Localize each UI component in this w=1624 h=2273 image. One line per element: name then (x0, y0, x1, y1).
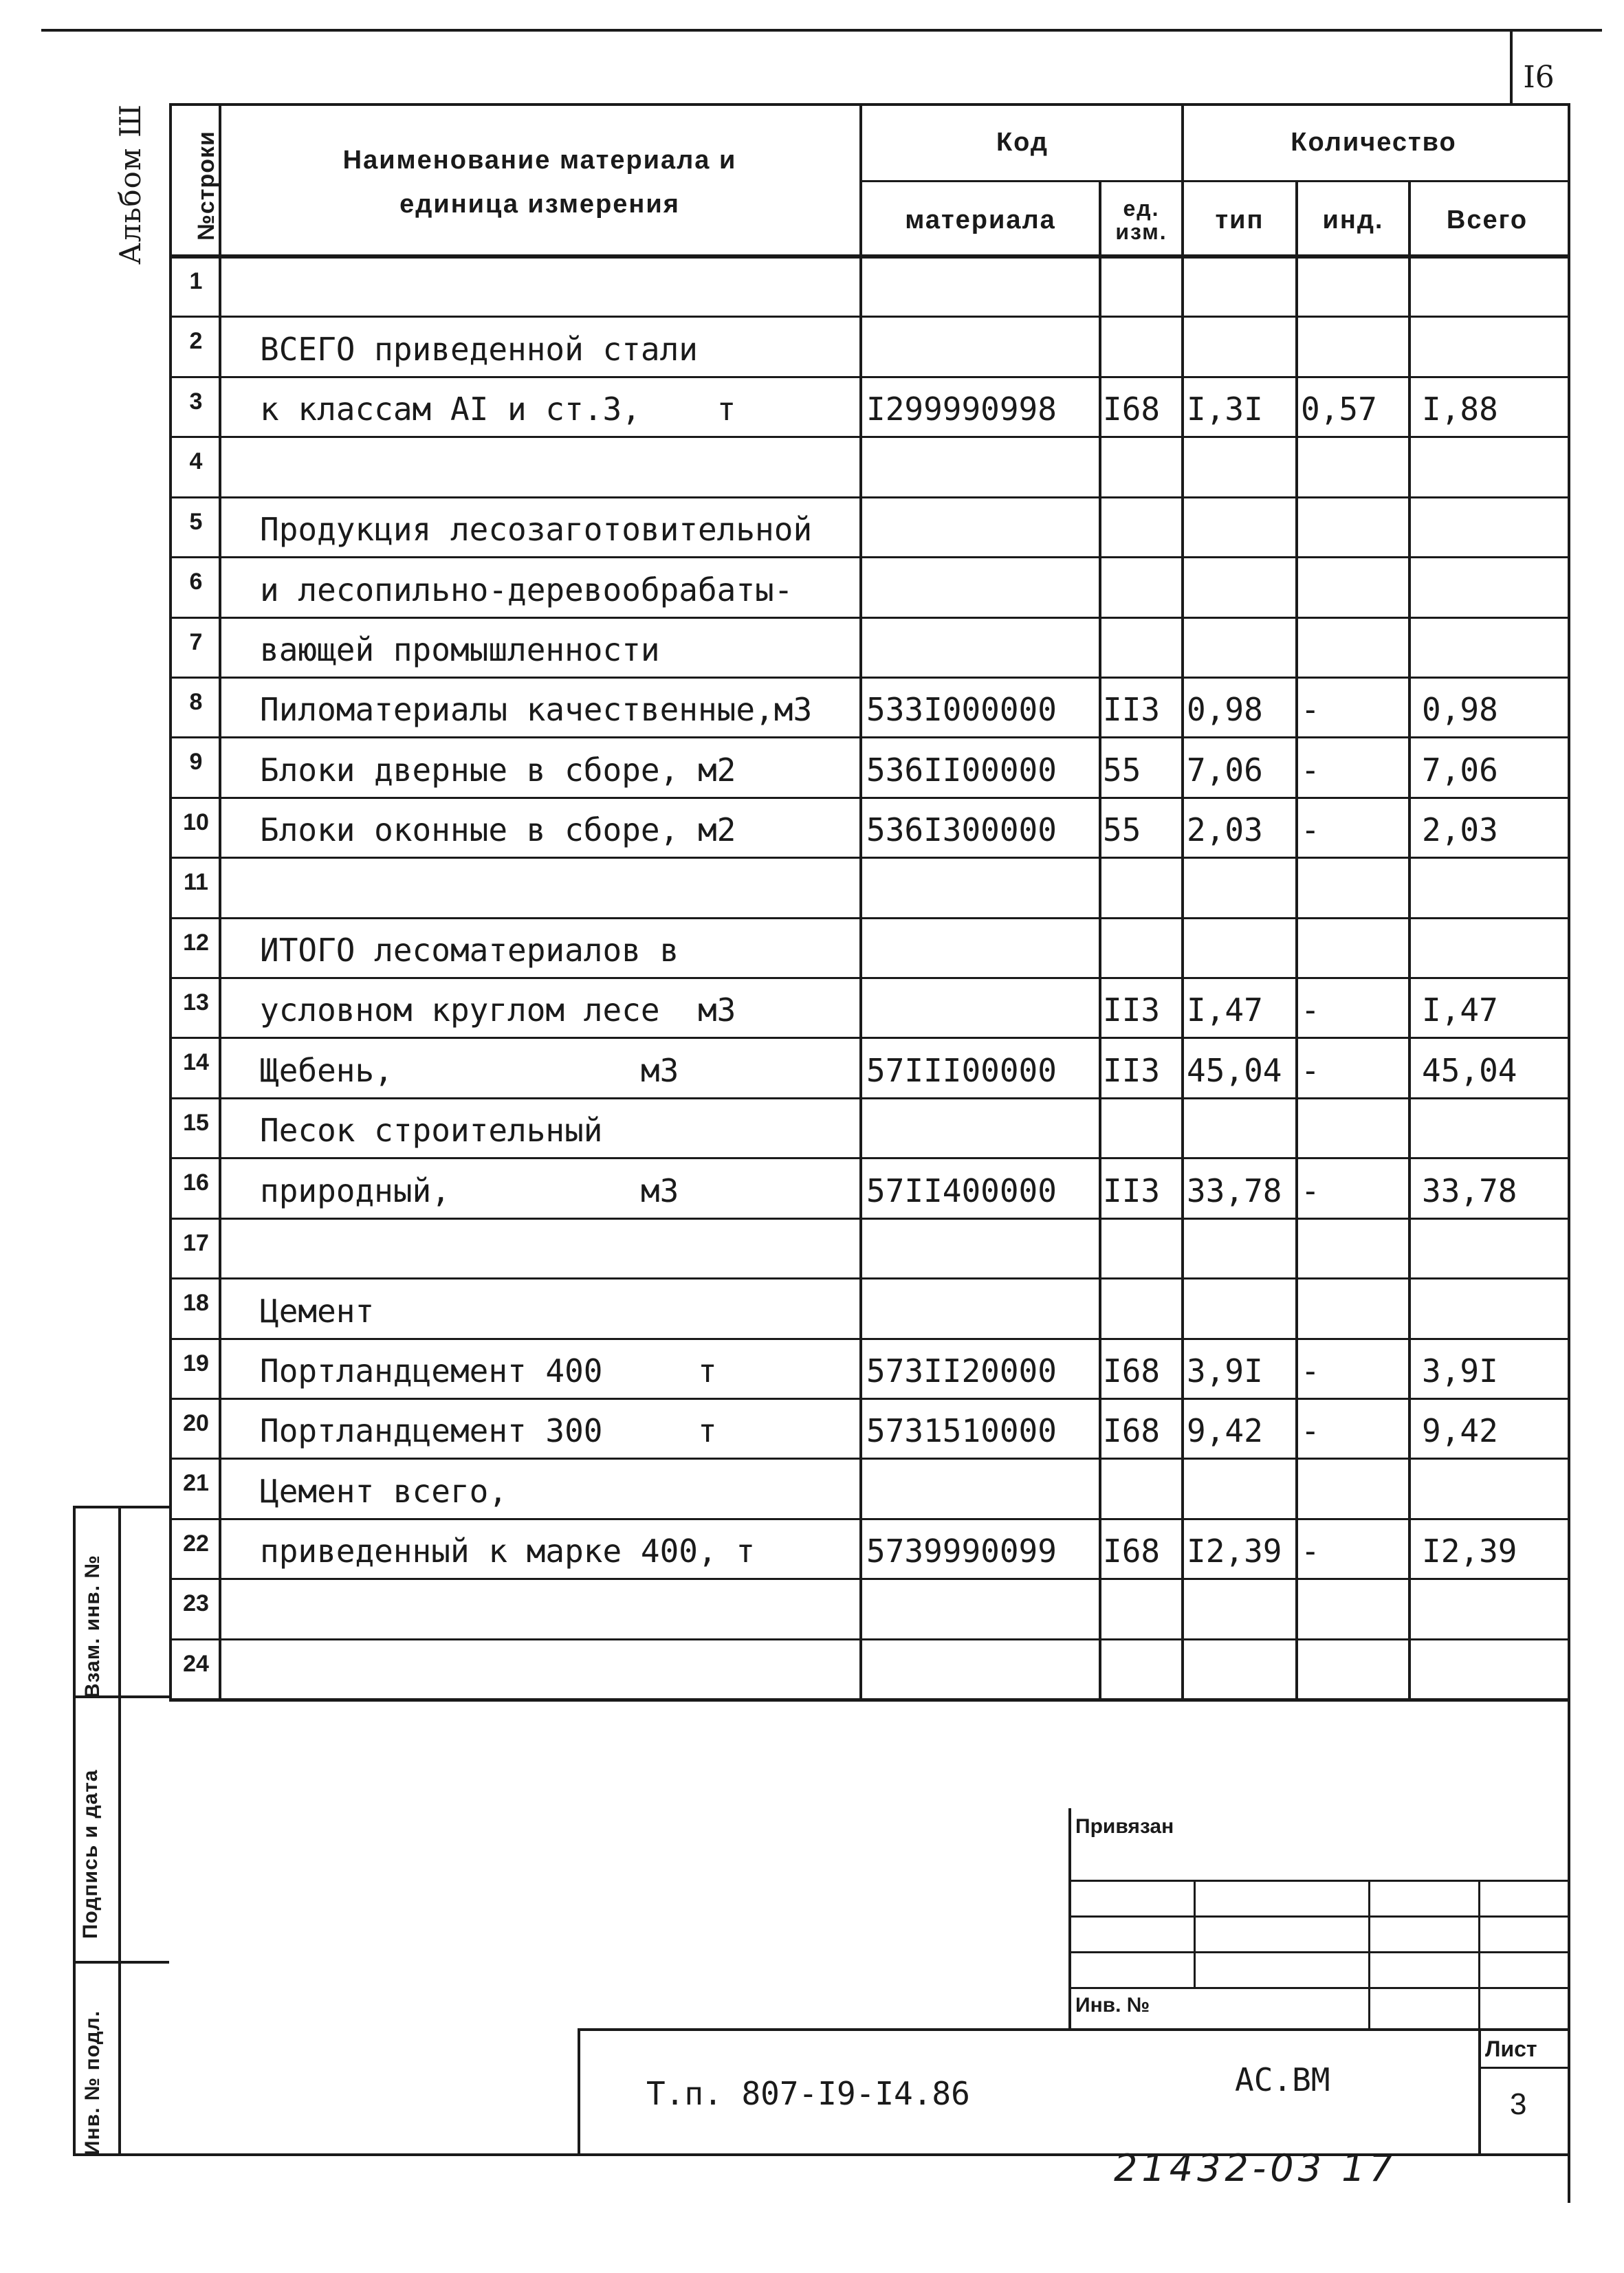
row-line-19 (169, 1398, 1570, 1400)
row-code: 57II400000 (866, 1172, 1057, 1209)
row-code: 57III00000 (866, 1052, 1057, 1089)
row-line-11 (169, 917, 1570, 919)
row-total: 2,03 (1422, 811, 1498, 848)
row-number: 19 (183, 1350, 209, 1376)
header-code-material: материала (905, 205, 1056, 234)
row-total: 45,04 (1422, 1052, 1517, 1089)
side-label-sign: Подпись и дата (79, 1769, 102, 1939)
row-name: вающей промышленности (260, 631, 660, 668)
row-line-3 (169, 436, 1570, 438)
row-line-18 (169, 1338, 1570, 1340)
row-name: и лесопильно-деревообрабаты- (260, 571, 793, 608)
row-unit: 55 (1103, 811, 1141, 848)
row-ind: - (1301, 811, 1320, 848)
row-name: Пиломатериалы качественные,м3 (260, 691, 813, 728)
header-code: Код (996, 127, 1049, 157)
stamp-inv-no: Инв. № (1075, 1994, 1150, 2017)
row-line-2 (169, 376, 1570, 378)
header-row-number: №строки (193, 131, 219, 241)
row-number: 17 (183, 1230, 209, 1256)
stamp-priv-h2 (1068, 1915, 1570, 1918)
row-number: 4 (189, 448, 203, 474)
stamp-doc-code: Т.п. 807-I9-I4.86 (646, 2075, 970, 2112)
row-number: 24 (183, 1651, 209, 1677)
row-number: 14 (183, 1049, 209, 1075)
stamp-priv-v1 (1194, 1880, 1196, 1988)
sheet-number: I6 (1523, 59, 1555, 95)
row-line-21 (169, 1518, 1570, 1520)
row-line-12 (169, 977, 1570, 979)
row-unit: II3 (1103, 991, 1161, 1029)
row-ind: - (1301, 1052, 1320, 1089)
row-number: 8 (189, 689, 203, 715)
side-label-inv: Инв. № подл. (81, 2010, 104, 2155)
row-number: 12 (183, 930, 209, 956)
row-code: 536II00000 (866, 751, 1057, 789)
row-line-23 (169, 1638, 1570, 1640)
header-name (220, 131, 859, 234)
row-number: 10 (183, 809, 209, 835)
row-name: к классам АI и ст.3, т (260, 391, 736, 428)
row-number: 21 (183, 1470, 209, 1496)
row-code: 5731510000 (866, 1412, 1057, 1449)
row-type: I,47 (1187, 991, 1263, 1029)
table-body-bottom (169, 1698, 1570, 1702)
row-ind: - (1301, 1352, 1320, 1390)
row-ind: 0,57 (1301, 391, 1377, 428)
side-label-vzam: Взам. инв. № (81, 1555, 104, 1698)
row-line-15 (169, 1157, 1570, 1159)
stamp-main-top (578, 2028, 1570, 2031)
header-quantity-total: Всего (1446, 205, 1528, 234)
row-line-5 (169, 556, 1570, 558)
album-label: Альбом Ш (113, 104, 147, 265)
stamp-priv-v2 (1368, 1880, 1370, 2031)
row-name: Портландцемент 400 т (260, 1352, 717, 1390)
row-total: I,47 (1422, 991, 1498, 1029)
stamp-list-left (1478, 2028, 1481, 2155)
stamp-priv-v3 (1478, 1880, 1480, 2031)
row-type: I,3I (1187, 391, 1263, 428)
stamp-list-label: Лист (1485, 2036, 1537, 2061)
row-line-6 (169, 617, 1570, 619)
row-line-1 (169, 316, 1570, 318)
row-number: 9 (189, 749, 203, 775)
row-unit: I68 (1103, 1352, 1161, 1390)
row-ind: - (1301, 751, 1320, 789)
row-ind: - (1301, 1412, 1320, 1449)
row-line-20 (169, 1458, 1570, 1460)
row-name: Цемент (260, 1293, 375, 1330)
stamp-list-number: 3 (1510, 2087, 1527, 2121)
row-line-10 (169, 857, 1570, 859)
stamp-priv-h1 (1068, 1880, 1570, 1882)
row-total: I,88 (1422, 391, 1498, 428)
row-line-17 (169, 1277, 1570, 1280)
row-total: I2,39 (1422, 1533, 1517, 1570)
row-total: 3,9I (1422, 1352, 1498, 1390)
row-total: 33,78 (1422, 1172, 1517, 1209)
row-number: 23 (183, 1590, 209, 1616)
row-line-14 (169, 1097, 1570, 1099)
row-type: I2,39 (1187, 1533, 1282, 1570)
row-type: 7,06 (1187, 751, 1263, 789)
row-number: 2 (189, 328, 203, 354)
row-name: Цемент всего, (260, 1473, 508, 1510)
row-number: 18 (183, 1290, 209, 1316)
code-sub-line (859, 180, 1570, 182)
row-name: Блоки дверные в сборе, м2 (260, 751, 736, 789)
row-unit: II3 (1103, 1172, 1161, 1209)
stamp-priv-h4 (1068, 1987, 1570, 1989)
row-number: 1 (189, 268, 203, 294)
row-number: 6 (189, 569, 203, 595)
side-col-left (73, 1506, 76, 2155)
header-name-text: Наименование материала и единица измерения (342, 146, 737, 219)
row-unit: I68 (1103, 1412, 1161, 1449)
row-line-8 (169, 736, 1570, 738)
row-code: I299990998 (866, 391, 1057, 428)
stamp-list-div (1478, 2067, 1570, 2069)
row-line-4 (169, 496, 1570, 498)
row-ind: - (1301, 1172, 1320, 1209)
table-col-3 (1099, 180, 1101, 1698)
stamp-privyazan: Привязан (1075, 1815, 1174, 1838)
stamp-priv-h3 (1068, 1951, 1570, 1953)
table-col-6 (1408, 180, 1411, 1698)
row-name: природный, м3 (260, 1172, 679, 1209)
row-number: 7 (189, 629, 203, 655)
row-unit: I68 (1103, 1533, 1161, 1570)
row-number: 11 (184, 869, 208, 895)
row-type: 0,98 (1187, 691, 1263, 728)
row-line-22 (169, 1578, 1570, 1580)
row-code: 533I000000 (866, 691, 1057, 728)
side-col-mid (118, 1506, 121, 2155)
row-number: 22 (183, 1530, 209, 1557)
top-rule (41, 29, 1602, 32)
row-code: 573II20000 (866, 1352, 1057, 1390)
row-line-16 (169, 1218, 1570, 1220)
row-name: условном круглом лесе м3 (260, 991, 736, 1029)
row-name: приведенный к марке 400, т (260, 1533, 756, 1570)
row-name: ИТОГО лесоматериалов в (260, 932, 679, 969)
stamp-mark: АС.ВМ (1235, 2061, 1330, 2098)
row-unit: 55 (1103, 751, 1141, 789)
table-col-5 (1295, 180, 1298, 1698)
row-name: Щебень, м3 (260, 1052, 679, 1089)
row-number: 15 (183, 1110, 209, 1136)
row-ind: - (1301, 691, 1320, 728)
header-quantity-type: тип (1215, 205, 1264, 234)
row-line-7 (169, 677, 1570, 679)
row-unit: I68 (1103, 391, 1161, 428)
row-name: Блоки оконные в сборе, м2 (260, 811, 736, 848)
row-type: 2,03 (1187, 811, 1263, 848)
row-name: Портландцемент 300 т (260, 1412, 717, 1449)
row-type: 9,42 (1187, 1412, 1263, 1449)
header-quantity-ind: инд. (1322, 205, 1384, 234)
row-unit: II3 (1103, 1052, 1161, 1089)
row-ind: - (1301, 1533, 1320, 1570)
row-code: 5739990099 (866, 1533, 1057, 1570)
header-code-unit: ед. изм. (1115, 196, 1167, 244)
row-number: 5 (189, 509, 203, 535)
row-number: 20 (183, 1410, 209, 1436)
row-number: 16 (183, 1170, 209, 1196)
row-total: 0,98 (1422, 691, 1498, 728)
row-ind: - (1301, 991, 1320, 1029)
header-quantity: Количество (1291, 127, 1457, 157)
stamp-priv-left (1068, 1808, 1071, 2030)
handwritten-number: 21432-03 17 (1114, 2146, 1397, 2190)
row-unit: II3 (1103, 691, 1161, 728)
row-number: 3 (189, 388, 203, 415)
row-name: Песок строительный (260, 1112, 603, 1149)
row-total: 9,42 (1422, 1412, 1498, 1449)
row-name: ВСЕГО приведенной стали (260, 331, 698, 368)
row-type: 45,04 (1187, 1052, 1282, 1089)
stamp-main-left (578, 2028, 580, 2155)
row-type: 33,78 (1187, 1172, 1282, 1209)
row-type: 3,9I (1187, 1352, 1263, 1390)
row-name: Продукция лесозаготовительной (260, 511, 813, 548)
row-number: 13 (183, 989, 209, 1015)
row-code: 536I300000 (866, 811, 1057, 848)
row-line-9 (169, 797, 1570, 799)
row-total: 7,06 (1422, 751, 1498, 789)
row-line-13 (169, 1037, 1570, 1039)
